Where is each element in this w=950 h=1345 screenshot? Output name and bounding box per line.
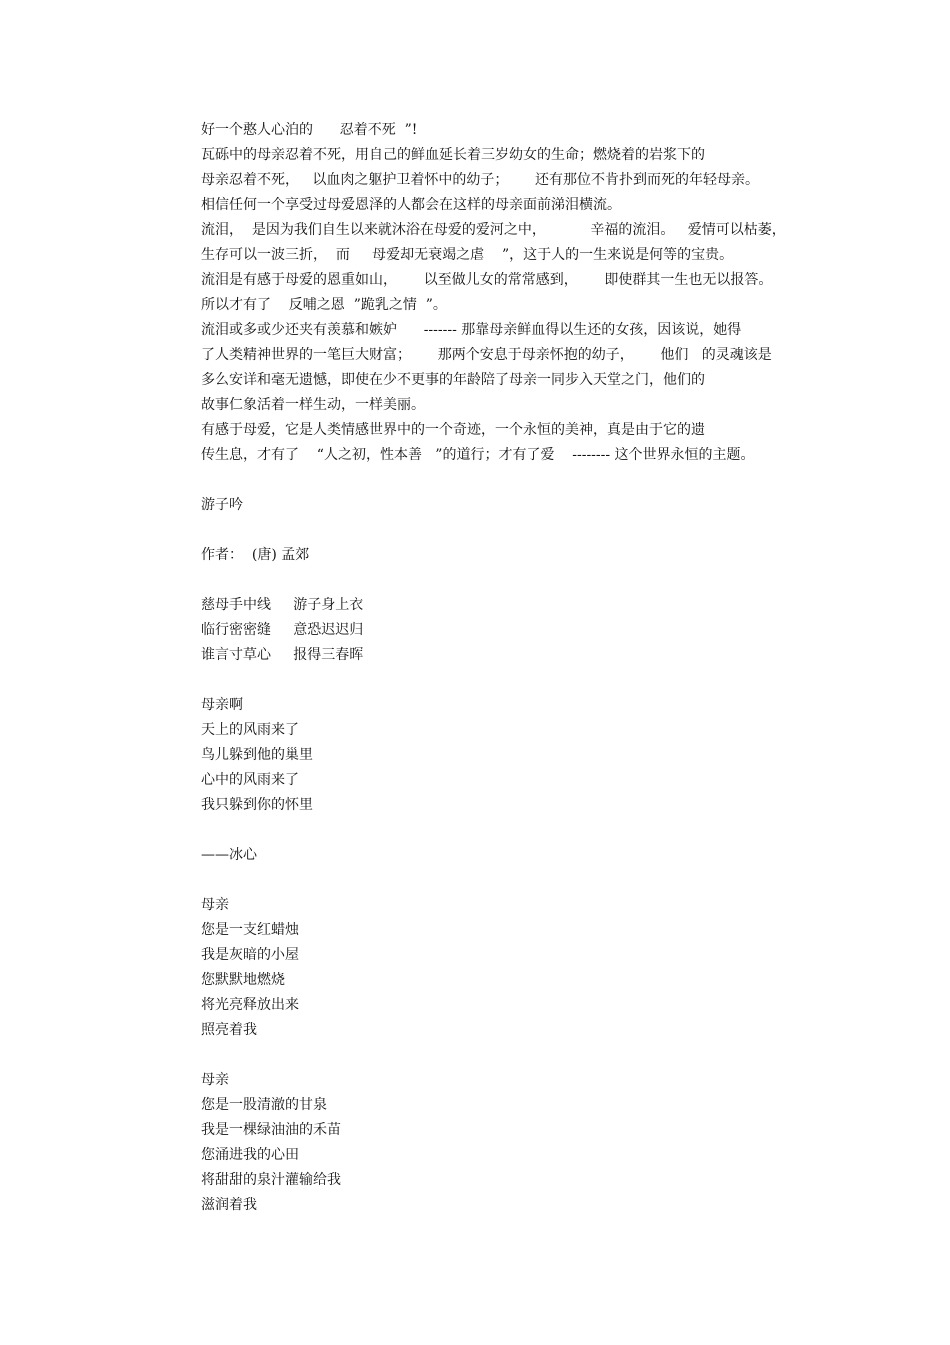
poem-youziyin [201, 493, 821, 668]
prose-line: 生存可以一波三折， 而 母爱却无衰竭之虐 ”，这于人的一生来说是何等的宝贵。 [201, 247, 734, 263]
poem-line: 母亲 [201, 897, 229, 913]
poem-author: 作者： (唐) 孟郊 [201, 547, 310, 563]
prose-line: 相信任何一个享受过母爱恩泽的人都会在这样的母亲面前涕泪横流。 [201, 197, 621, 213]
poem-line: 谁言寸草心 报得三春晖 [201, 647, 364, 663]
spacer [201, 518, 821, 543]
prose-line: 所以才有了 反哺之恩 ”跪乳之情 ”。 [201, 297, 447, 313]
poem-line: 天上的风雨来了 [201, 722, 299, 738]
poem-line: 将光亮释放出来 [201, 997, 299, 1013]
prose-line: 有感于母爱，它是人类情感世界中的一个奇迹，一个永恒的美神，真是由于它的遗 [201, 422, 705, 438]
poem-line: 滋润着我 [201, 1197, 257, 1213]
poem-line: 慈母手中线 游子身上衣 [201, 597, 364, 613]
prose-line: 流泪， 是因为我们自生以来就沐浴在母爱的爱河之中， 辛福的流泪。 爱情可以枯萎， [201, 222, 786, 238]
prose-line: 瓦砾中的母亲忍着不死，用自己的鲜血延长着三岁幼女的生命；燃烧着的岩浆下的 [201, 147, 705, 163]
prose-line: 多么安详和毫无遗憾，即使在少不更事的年龄陪了母亲一同步入天堂之门，他们的 [201, 372, 705, 388]
poem-spring [201, 1068, 821, 1218]
spacer [201, 568, 821, 593]
poem-line: 母亲啊 [201, 697, 243, 713]
prose-line: 流泪或多或少还夹有羡慕和嫉妒 ------- 那靠母亲鲜血得以生还的女孩，因该说，她得 [201, 322, 742, 338]
prose-line: 流泪是有感于母爱的恩重如山， 以至做儿女的常常感到， 即使群其一生也无以报答。 [201, 272, 773, 288]
poem-line: 您是一股清澈的甘泉 [201, 1097, 327, 1113]
spacer [201, 1043, 821, 1068]
document-body [201, 118, 821, 1218]
poem-line: 母亲 [201, 1072, 229, 1088]
spacer [201, 818, 821, 843]
poem-line: 我是灰暗的小屋 [201, 947, 299, 963]
prose-line: 好一个憨人心泊的 忍着不死 ”! [201, 122, 418, 138]
prose-section [201, 118, 821, 468]
spacer [201, 468, 821, 493]
spacer [201, 668, 821, 693]
prose-line: 传生息，才有了 “人之初，性本善 ”的道行；才有了爱 -------- 这个世界永恒的主题。 [201, 447, 755, 463]
poem-title: 游子吟 [201, 497, 243, 513]
poem-line: 我是一棵绿油油的禾苗 [201, 1122, 341, 1138]
spacer [201, 868, 821, 893]
poem-line: 您涌进我的心田 [201, 1147, 299, 1163]
prose-line: 母亲忍着不死， 以血肉之躯护卫着怀中的幼子； 还有那位不肯扑到而死的年轻母亲。 [201, 172, 760, 188]
poem-line: 心中的风雨来了 [201, 772, 299, 788]
poem-line: 鸟儿躲到他的巢里 [201, 747, 313, 763]
poem-line: 临行密密缝 意恐迟迟归 [201, 622, 364, 638]
poem-line: 您默默地燃烧 [201, 972, 285, 988]
poem-candle [201, 893, 821, 1043]
poem-line: 照亮着我 [201, 1022, 257, 1038]
poem-line: 您是一支红蜡烛 [201, 922, 299, 938]
prose-line: 故事仁象活着一样生动，一样美丽。 [201, 397, 425, 413]
poem-bingxin [201, 693, 821, 868]
poem-line: 我只躲到你的怀里 [201, 797, 313, 813]
poem-attribution: ——冰心 [201, 847, 257, 863]
prose-line: 了人类精神世界的一笔巨大财富； 那两个安息于母亲怀抱的幼子， 他们 的灵魂该是 [201, 347, 772, 363]
poem-line: 将甜甜的泉汁灌输给我 [201, 1172, 341, 1188]
